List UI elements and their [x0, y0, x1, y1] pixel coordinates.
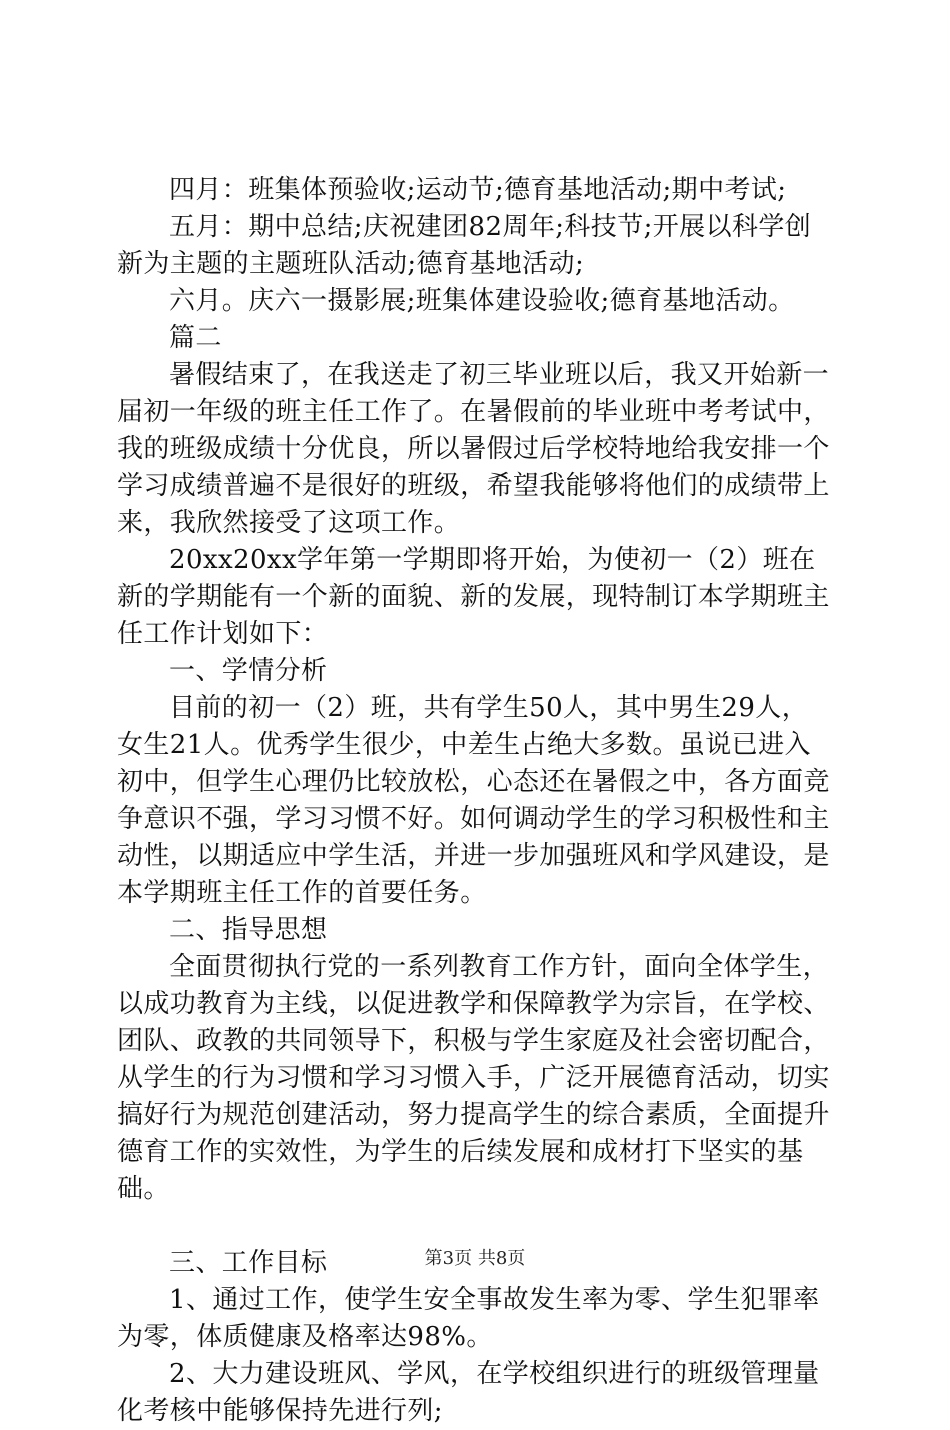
- paragraph-april: 四月：班集体预验收;运动节;德育基地活动;期中考试;: [169, 175, 787, 205]
- heading-work-goals: 三、工作目标: [169, 1248, 328, 1278]
- paragraph-spacer: [117, 1208, 833, 1245]
- paragraph-guiding-ideology: 全面贯彻执行党的一系列教育工作方针，面向全体学生，以成功教育为主线，以促进教学和保障教学为宗旨，在学校、团队、政教的共同领导下，积极与学生家庭及社会密切配合，从学生的行为习惯和学习习惯入手，广泛开展德育活动，切实搞好行为规范创建活动，努力提高学生的综合素质，全面提升德育工作的实效性，为学生的后续发展和成材打下坚实的基础。: [117, 952, 830, 1204]
- document-body: [117, 172, 833, 1430]
- page-number-footer: 第3页 共8页: [424, 1248, 526, 1269]
- paragraph-june: 六月。庆六一摄影展;班集体建设验收;德育基地活动。: [169, 286, 795, 316]
- paragraph-goal-2: 2、大力建设班风、学风，在学校组织进行的班级管理量化考核中能够保持先进行列;: [117, 1359, 820, 1426]
- paragraph-plan-intro: 20xx20xx学年第一学期即将开始，为使初一（2）班在新的学期能有一个新的面貌、新的发展，现特制订本学期班主任工作计划如下：: [117, 545, 830, 649]
- section-heading-part-two: 篇二: [169, 323, 222, 353]
- paragraph-situation-analysis: 目前的初一（2）班，共有学生50人，其中男生29人，女生21人。优秀学生很少，中差生占绝大多数。虽说已进入初中，但学生心理仍比较放松，心态还在暑假之中，各方面竞争意识不强，学习习惯不好。如何调动学生的学习积极性和主动性，以期适应中学生活，并进一步加强班风和学风建设，是本学期班主任工作的首要任务。: [117, 693, 830, 908]
- paragraph-intro: 暑假结束了，在我送走了初三毕业班以后，我又开始新一届初一年级的班主任工作了。在暑假前的毕业班中考考试中，我的班级成绩十分优良，所以暑假过后学校特地给我安排一个学习成绩普遍不是很好的班级，希望我能够将他们的成绩带上来，我欣然接受了这项工作。: [117, 360, 830, 538]
- heading-situation-analysis: 一、学情分析: [169, 656, 328, 686]
- heading-guiding-ideology: 二、指导思想: [169, 915, 328, 945]
- paragraph-may: 五月：期中总结;庆祝建团82周年;科技节;开展以科学创新为主题的主题班队活动;德育基地活动;: [117, 212, 812, 279]
- paragraph-goal-1: 1、通过工作，使学生安全事故发生率为零、学生犯罪率为零，体质健康及格率达98%。: [117, 1285, 820, 1352]
